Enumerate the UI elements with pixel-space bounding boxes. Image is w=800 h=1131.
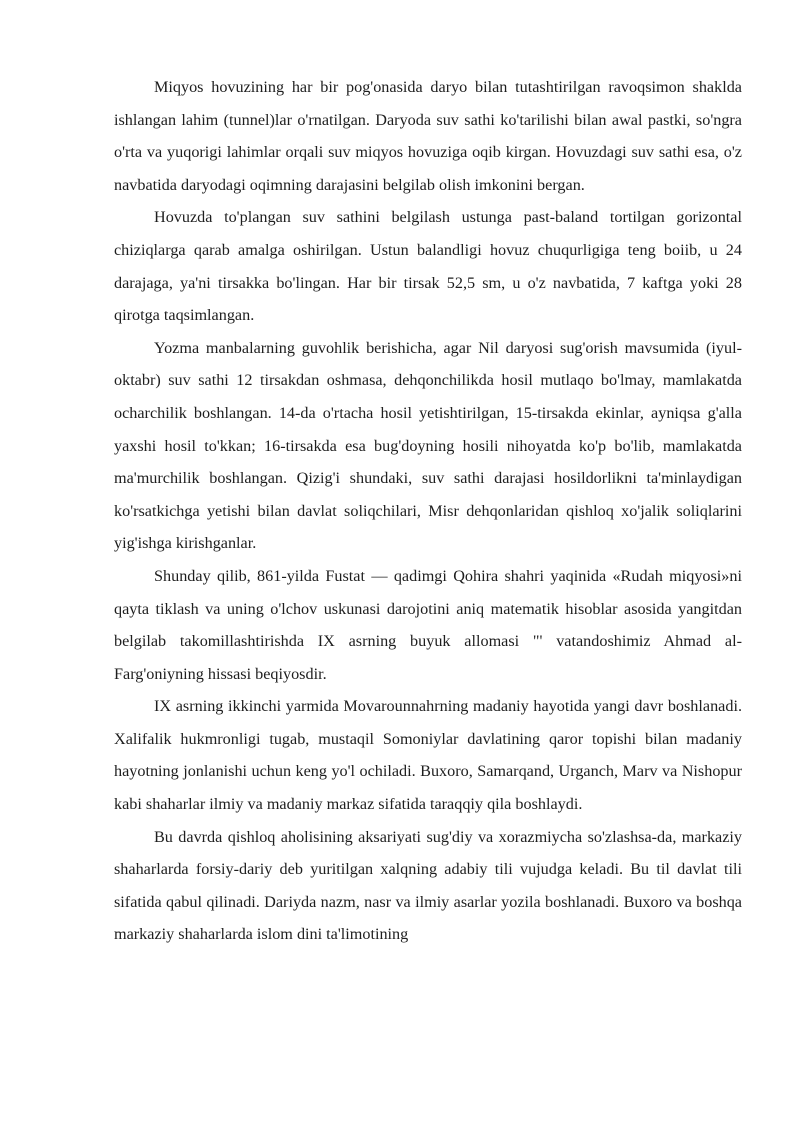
paragraph-6: Bu davrda qishloq aholisining aksariyati sug'diy va xorazmiycha so'zlashsa-da, markaziy shaharlarda forsiy-dariy deb yuritilgan xalqning adabiy tili vujudga keladi. Bu til davlat tili sifatida qabul qilinadi. Dariyda nazm, nasr va ilmiy asarlar yozila boshlanadi. Buxoro va boshqa markaziy shaharlarda islom dini ta'limotining xyxy=(114,827,742,944)
paragraph-4: Shunday qilib, 861-yilda Fustat — qadimgi Qohira shahri yaqinida «Rudah miqyosi»ni qayta tiklash va uning o'lchov uskunasi darojotini aniq matematik hisoblar asosida yangitdan belgilab takomillashtirishda IX asrning buyuk allomasi "' vatandoshimiz Ahmad al-Farg'oniyning hissasi beqiyosdir. xyxy=(114,566,742,683)
paragraph-2: Hovuzda to'plangan suv sathini belgilash ustunga past-baland tortilgan gorizontal chiziqlarga qarab amalga oshirilgan. Ustun balandligi hovuz chuqurligiga teng boiib, u 24 darajaga, ya'ni tirsakka bo'lingan. Har bir tirsak 52,5 sm, u o'z navbatida, 7 kaftga yoki 28 qirotga taqsimlangan. xyxy=(114,208,742,325)
paragraph-3: Yozma manbalarning guvohlik berishicha, agar Nil daryosi sug'orish mavsumida (iyul-oktabr) suv sathi 12 tirsakdan oshmasa, dehqonchilikda hosil mutlaqo bo'lmay, mamlakatda ocharchilik boshlangan. 14-da o'rtacha hosil yetishtirilgan, 15-tirsakda ekinlar, ayniqsa g'alla yaxshi hosil to'kkan; 16-tirsakda esa bug'doyning hosili nihoyatda ko'p bo'lib, mamlakatda ma'murchilik boshlangan. Qizig'i shundaki, suv sathi darajasi hosildorlikni ta'minlaydigan ko'rsatkichga yetishi bilan davlat soliqchilari, Misr dehqonlaridan qishloq xo'jalik soliqlarini yig'ishga kirishganlar. xyxy=(114,338,742,553)
paragraph-5: IX asrning ikkinchi yarmida Movarounnahrning madaniy hayotida yangi davr boshlanadi. Xalifalik hukmronligi tugab, mustaqil Somoniylar davlatining qaror topishi bilan madaniy hayotning jonlanishi uchun keng yo'l ochiladi. Buxoro, Samarqand, Urganch, Marv va Nishopur kabi shaharlar ilmiy va madaniy markaz sifatida taraqqiy qila boshlaydi. xyxy=(114,697,742,814)
document-page xyxy=(114,71,742,951)
paragraph-1: Miqyos hovuzining har bir pog'onasida daryo bilan tutashtirilgan ravoqsimon shaklda ishlangan lahim (tunnel)lar o'rnatilgan. Daryoda suv sathi ko'tarilishi bilan awal pastki, so'ngra o'rta va yuqorigi lahimlar orqali suv miqyos hovuziga oqib kirgan. Hovuzdagi suv sathi esa, o'z navbatida daryodagi oqimning darajasini belgilab olish imkonini bergan. xyxy=(114,78,742,194)
